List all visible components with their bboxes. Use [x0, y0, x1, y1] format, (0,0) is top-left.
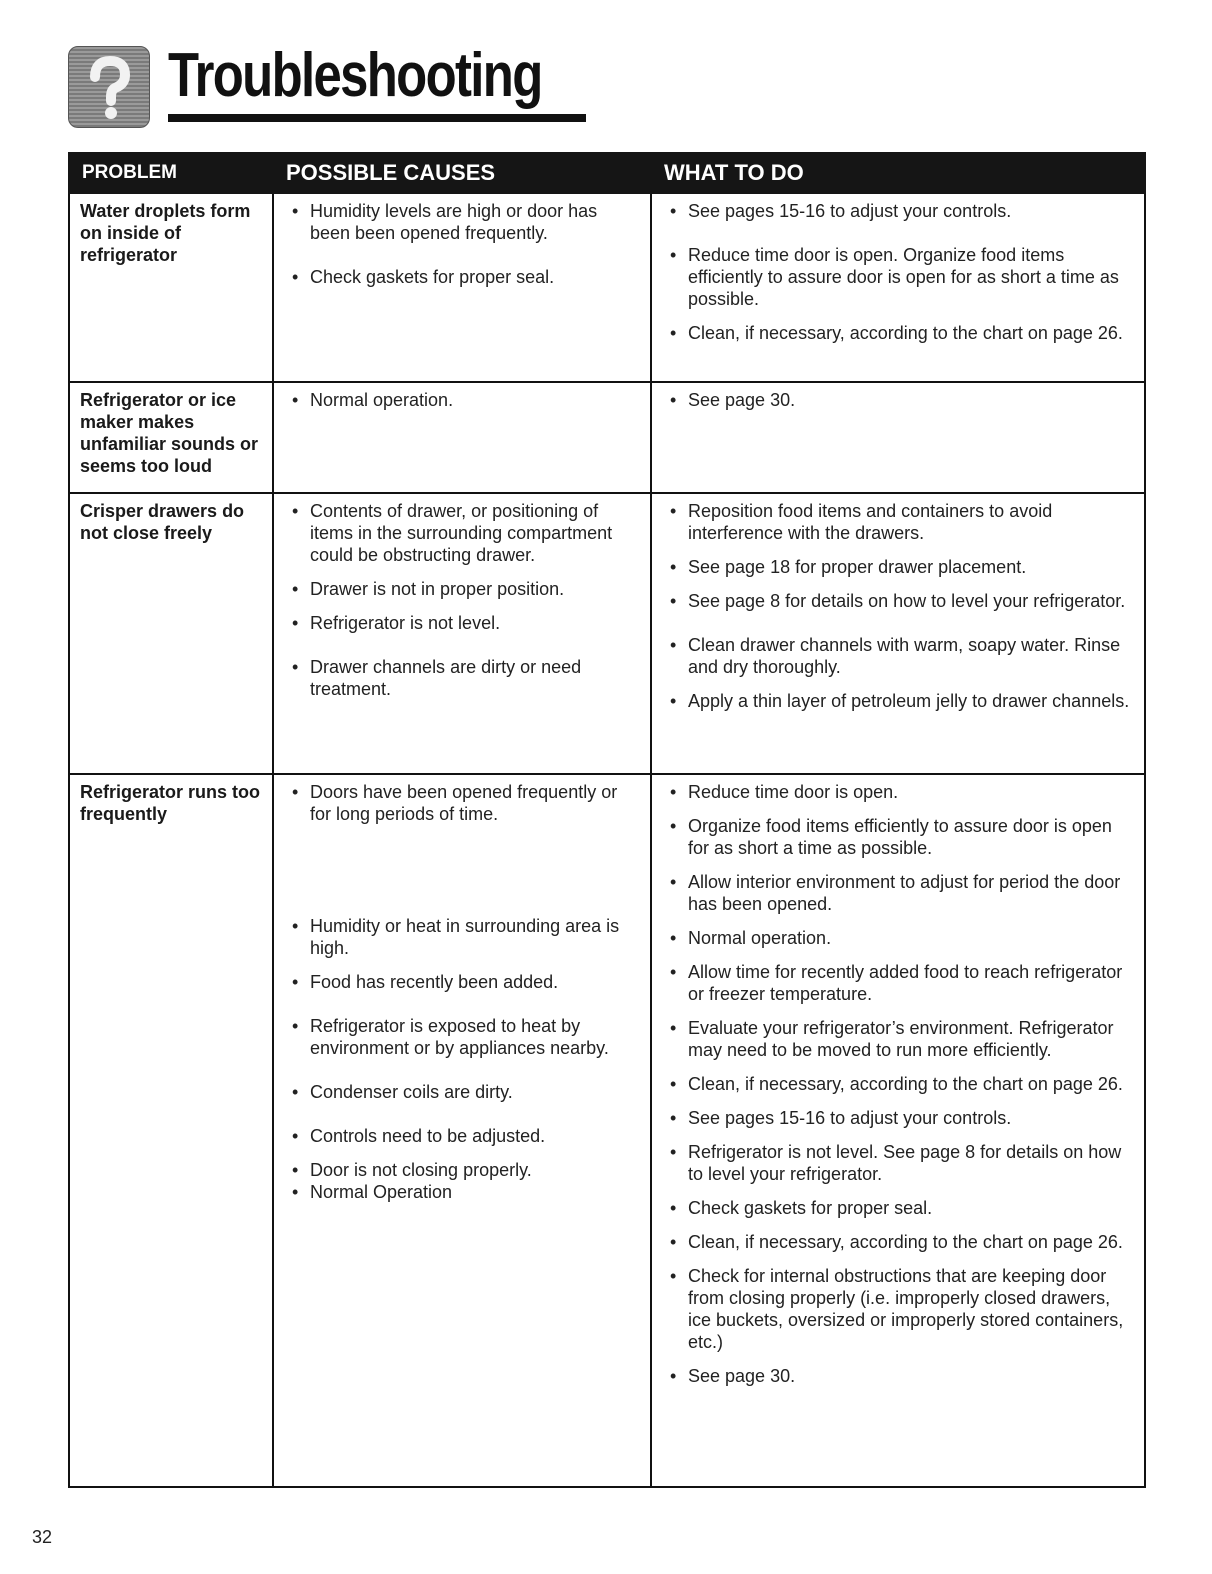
column-header-problem: PROBLEM [69, 153, 273, 193]
column-header-causes: POSSIBLE CAUSES [273, 153, 651, 193]
todo-item: • Clean, if necessary, according to the chart on page 26. [662, 1073, 1134, 1095]
causes-item: • Doors have been opened frequently or for long periods of time. [284, 781, 640, 825]
problem-cell: Refrigerator runs too frequently [69, 774, 273, 1487]
todo-list [662, 200, 1134, 344]
causes-item: • Contents of drawer, or positioning of items in the surrounding compartment could be obstructing drawer. [284, 500, 640, 566]
causes-list [284, 200, 640, 288]
todo-item: • See page 30. [662, 1365, 1134, 1387]
todo-list [662, 500, 1134, 712]
todo-item: • See page 30. [662, 389, 1134, 411]
causes-item: • Drawer is not in proper position. [284, 578, 640, 600]
table-row [69, 382, 1145, 493]
todo-item: • Organize food items efficiently to assure door is open for as short a time as possible. [662, 815, 1134, 859]
causes-item: • Check gaskets for proper seal. [284, 266, 640, 288]
todo-item: • See page 8 for details on how to level your refrigerator. [662, 590, 1134, 612]
todo-item: • Apply a thin layer of petroleum jelly to drawer channels. [662, 690, 1134, 712]
causes-item: • Food has recently been added. [284, 971, 640, 993]
todo-item: • See pages 15-16 to adjust your controls. [662, 1107, 1134, 1129]
table-header-row [69, 153, 1145, 193]
troubleshooting-table [68, 152, 1146, 1488]
todo-item: • Allow interior environment to adjust for period the door has been opened. [662, 871, 1134, 915]
table-row [69, 774, 1145, 1487]
causes-item: • Humidity or heat in surrounding area is high. [284, 915, 640, 959]
table-row [69, 493, 1145, 774]
causes-item: • Humidity levels are high or door has been been opened frequently. [284, 200, 640, 244]
causes-item: • Normal Operation [284, 1181, 640, 1203]
page-number: 32 [32, 1527, 53, 1547]
todo-item: • Reduce time door is open. Organize food items efficiently to assure door is open for as short a time as possible. [662, 244, 1134, 310]
problem-cell: Refrigerator or ice maker makes unfamiliar sounds or seems too loud [69, 382, 273, 493]
causes-item: • Refrigerator is not level. [284, 612, 640, 634]
causes-item: • Refrigerator is exposed to heat by environment or by appliances nearby. [284, 1015, 640, 1059]
todo-item: • Check for internal obstructions that are keeping door from closing properly (i.e. improperly closed drawers, ice buckets, oversized or improperly stored containers, etc.) [662, 1265, 1134, 1353]
causes-list [284, 500, 640, 700]
causes-item: • Door is not closing properly. [284, 1159, 640, 1181]
problem-cell: Crisper drawers do not close freely [69, 493, 273, 774]
causes-cell [273, 193, 651, 382]
todo-item: • Clean, if necessary, according to the chart on page 26. [662, 322, 1134, 344]
title-underline [168, 114, 586, 122]
todo-item: • Clean drawer channels with warm, soapy water. Rinse and dry thoroughly. [662, 634, 1134, 678]
causes-item: • Drawer channels are dirty or need treatment. [284, 656, 640, 700]
todo-item: • Evaluate your refrigerator’s environment. Refrigerator may need to be moved to run more efficiently. [662, 1017, 1134, 1061]
todo-cell [651, 493, 1145, 774]
table-row [69, 193, 1145, 382]
page-title: Troubleshooting [168, 41, 542, 110]
todo-item: • Clean, if necessary, according to the chart on page 26. [662, 1231, 1134, 1253]
todo-cell [651, 382, 1145, 493]
causes-item: • Controls need to be adjusted. [284, 1125, 640, 1147]
todo-item: • Check gaskets for proper seal. [662, 1197, 1134, 1219]
table-body [69, 193, 1145, 1487]
question-mark-icon [68, 46, 150, 128]
causes-cell [273, 774, 651, 1487]
todo-cell [651, 193, 1145, 382]
todo-item: • Allow time for recently added food to reach refrigerator or freezer temperature. [662, 961, 1134, 1005]
causes-list [284, 389, 640, 411]
todo-item: • Reduce time door is open. [662, 781, 1134, 803]
causes-cell [273, 382, 651, 493]
todo-item: • Normal operation. [662, 927, 1134, 949]
causes-list [284, 781, 640, 1203]
todo-list [662, 781, 1134, 1387]
todo-item: • See page 18 for proper drawer placement. [662, 556, 1134, 578]
page-header [68, 40, 542, 126]
causes-item: • Normal operation. [284, 389, 640, 411]
todo-item: • Reposition food items and containers to avoid interference with the drawers. [662, 500, 1134, 544]
column-header-todo: WHAT TO DO [651, 153, 1145, 193]
causes-cell [273, 493, 651, 774]
todo-cell [651, 774, 1145, 1487]
todo-item: • Refrigerator is not level. See page 8 for details on how to level your refrigerator. [662, 1141, 1134, 1185]
problem-cell: Water droplets form on inside of refrigerator [69, 193, 273, 382]
causes-item: • Condenser coils are dirty. [284, 1081, 640, 1103]
todo-item: • See pages 15-16 to adjust your controls. [662, 200, 1134, 222]
todo-list [662, 389, 1134, 411]
